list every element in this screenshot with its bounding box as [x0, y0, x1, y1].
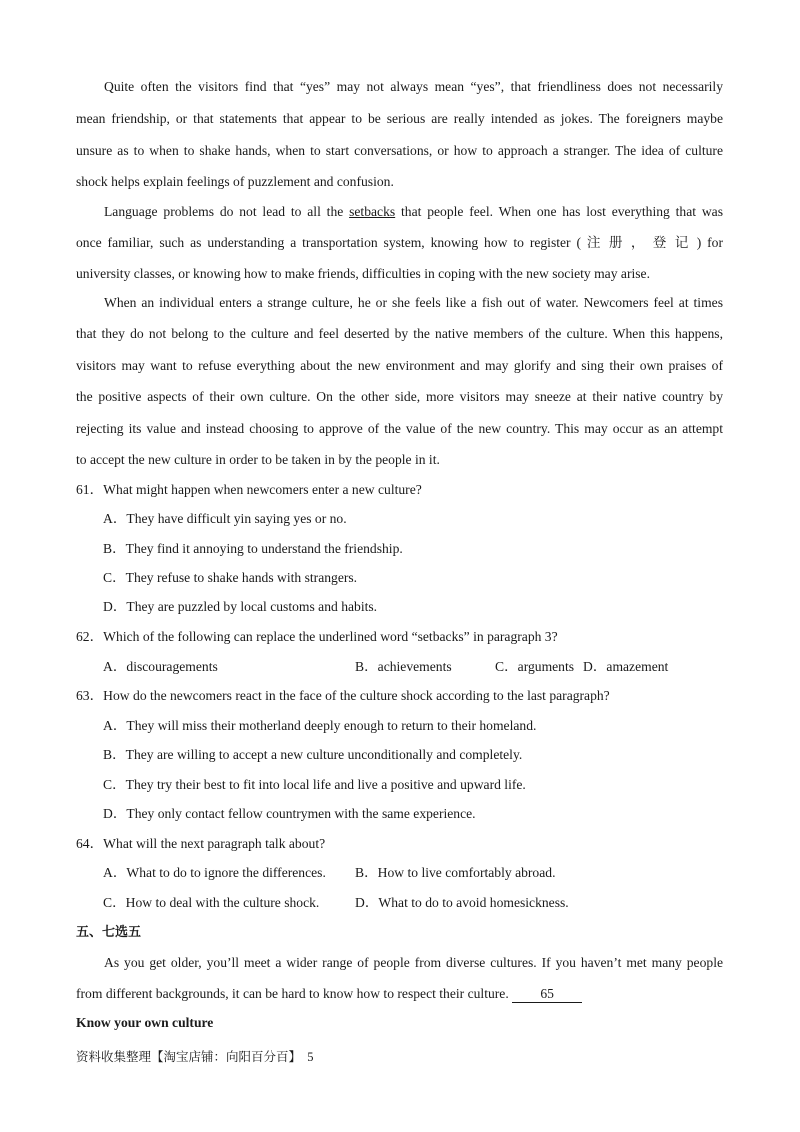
passage-p3-line5: rejecting its value and instead choosing to approve of the value of the new country. This may occur as an attempt: [76, 421, 723, 436]
section-heading: 五、七选五: [76, 925, 142, 940]
passage-p2-text-before: Language problems do not lead to all the: [104, 204, 350, 219]
question-62-stem: 62．Which of the following can replace the underlined word “setbacks” in paragraph 3?: [76, 629, 558, 644]
passage-p3-line1: When an individual enters a strange culture, he or she feels like a fish out of water. Newcomers feel at times: [104, 295, 723, 310]
section5-intro-line1: As you get older, you’ll meet a wider range of people from diverse cultures. If you haven’t met many people: [104, 955, 723, 970]
underlined-word-setbacks: setbacks: [349, 204, 396, 219]
passage-p1-line1: Quite often the visitors find that “yes” may not always mean “yes”, that friendliness does not necessarily: [104, 79, 723, 94]
question-62-option-c[interactable]: C．arguments: [495, 659, 575, 674]
question-64-option-d[interactable]: D．What to do to avoid homesickness.: [355, 895, 569, 910]
page-footer: [76, 1047, 314, 1065]
question-63-option-d[interactable]: D．They only contact fellow countrymen with the same experience.: [103, 806, 476, 821]
passage-p1-line3: unsure as to when to shake hands, when to start conversations, or how to approach a stranger. The idea of culture: [76, 143, 723, 158]
question-64-option-c[interactable]: C．How to deal with the culture shock.: [103, 895, 320, 910]
question-63-option-c[interactable]: C．They try their best to fit into local life and live a positive and upward life.: [103, 777, 526, 792]
footer-text: 资料收集整理【淘宝店铺：向阳百分百】: [76, 1049, 302, 1064]
question-62-option-b[interactable]: B．achievements: [355, 659, 452, 674]
question-64-option-b[interactable]: B．How to live comfortably abroad.: [355, 865, 556, 880]
question-61-option-c[interactable]: C．They refuse to shake hands with strangers.: [103, 570, 358, 585]
section5-intro-line2: [76, 985, 582, 1003]
question-63-option-a[interactable]: A．They will miss their motherland deeply enough to return to their homeland.: [103, 718, 537, 733]
section5-intro-text: from different backgrounds, it can be hard to know how to respect their culture.: [76, 986, 513, 1001]
passage-p2-line3: university classes, or knowing how to make friends, difficulties in coping with the new society may arise.: [76, 266, 650, 281]
question-64-stem: 64．What will the next paragraph talk about?: [76, 836, 326, 851]
passage-p2-line1: [104, 203, 723, 221]
passage-p3-line6: to accept the new culture in order to be taken in by the people in it.: [76, 452, 440, 467]
question-61-stem: 61．What might happen when newcomers enter a new culture?: [76, 482, 422, 497]
question-63-stem: 63．How do the newcomers react in the face of the culture shock according to the last paragraph?: [76, 688, 610, 703]
passage-p2-line2: once familiar, such as understanding a transportation system, knowing how to register ( 注 册 ， 登 记 ) for: [76, 235, 723, 250]
question-62-option-d[interactable]: D．amazement: [583, 659, 669, 674]
question-64-option-a[interactable]: A．What to do to ignore the differences.: [103, 865, 326, 880]
passage-p1-line4: shock helps explain feelings of puzzlement and confusion.: [76, 174, 394, 189]
question-61-option-b[interactable]: B．They find it annoying to understand the friendship.: [103, 541, 403, 556]
section5-subheading: Know your own culture: [76, 1015, 214, 1030]
question-63-option-b[interactable]: B．They are willing to accept a new culture unconditionally and completely.: [103, 747, 523, 762]
question-62-option-a[interactable]: A．discouragements: [103, 659, 218, 674]
passage-p1-line2: mean friendship, or that statements that appear to be serious are really intended as jokes. The foreigners maybe: [76, 111, 723, 126]
passage-p3-line4: the positive aspects of their own culture. On the other side, more visitors may sneeze at their native country by: [76, 389, 723, 404]
question-61-option-a[interactable]: A．They have difficult yin saying yes or no.: [103, 511, 347, 526]
passage-p3-line3: visitors may want to refuse everything about the new environment and may glorify and sing their own praises of: [76, 358, 723, 373]
blank-65[interactable]: 65: [512, 986, 582, 1003]
passage-p3-line2: that they do not belong to the culture and feel deserted by the native members of the culture. When this happens,: [76, 326, 723, 341]
question-61-option-d[interactable]: D．They are puzzled by local customs and habits.: [103, 599, 378, 614]
passage-p2-text-after: that people feel. When one has lost everything that was: [395, 204, 723, 219]
page-number: 5: [307, 1050, 314, 1064]
